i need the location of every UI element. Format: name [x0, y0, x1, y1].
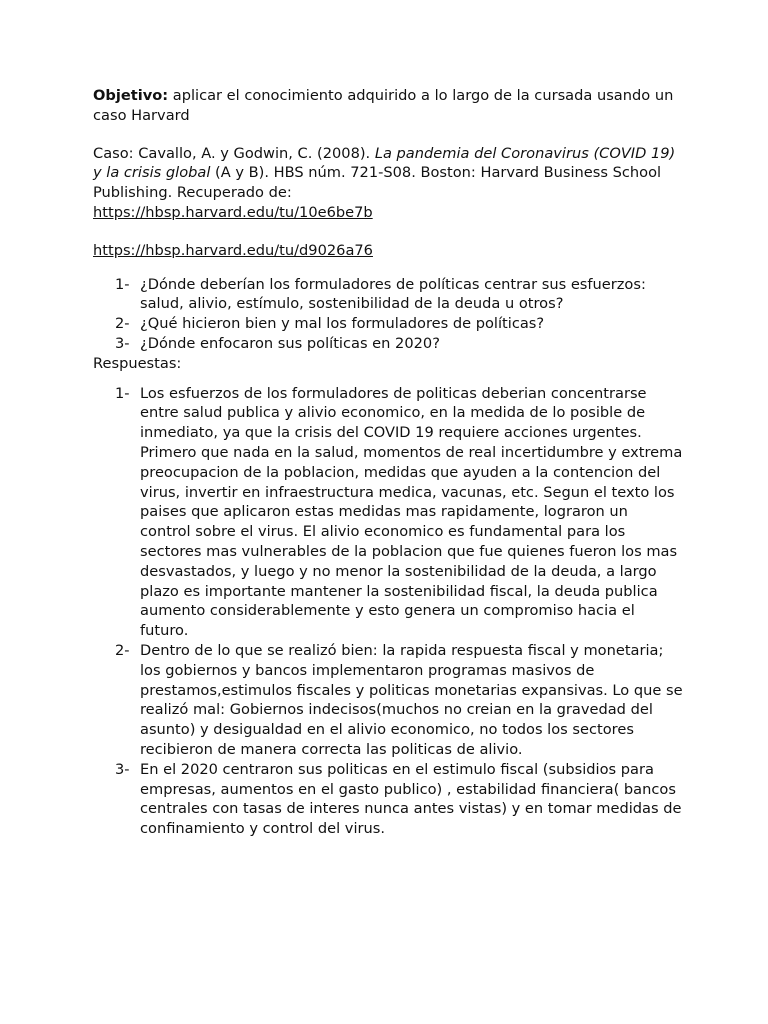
objective-paragraph: [93, 86, 683, 126]
answers-heading: Respuestas:: [93, 354, 182, 372]
answer-item: [93, 384, 683, 641]
answers-list: [93, 384, 683, 839]
case-suffix: (A y B). HBS núm. 721-S08. Boston: Harvard Business School Publishing. Recuperado de:: [93, 164, 662, 202]
case-link-2-paragraph: [93, 241, 683, 261]
question-number: 1-: [115, 275, 130, 293]
question-number: 3-: [115, 334, 130, 352]
answer-text: Los esfuerzos de los formuladores de politicas deberian concentrarse entre salud publica y alivio economico, en la medida de lo posible de inmediato, ya que la crisis del COVID 19 requiere acciones urgentes. Primero que nada en la salud, momentos de real incertidumbre y extrema preocupacion de la poblacion, medidas que ayuden a la contencion del virus, invertir en infraestructura medica, vacunas, etc. Segun el texto los paises que aplicaron estas medidas mas rapidamente, lograron un control sobre el virus. El alivio economico es fundamental para los sectores mas vulnerables de la poblacion que fue quienes fueron los mas desvastados, y luego y no menor la sostenibilidad de la deuda, a largo plazo es importante mantener la sostenibilidad fiscal, la deuda publica aumento considerablemente y esto genera un compromiso hacia el futuro.: [140, 384, 683, 640]
document-page: [93, 86, 683, 839]
answer-number: 3-: [115, 760, 130, 778]
answer-item: [93, 641, 683, 760]
answer-text: Dentro de lo que se realizó bien: la rapida respuesta fiscal y monetaria; los gobiernos y bancos implementaron programas masivos de prestamos,estimulos fiscales y politicas monetarias expansivas. Lo que se realizó mal: Gobiernos indecisos(muchos no creian en la gravedad del asunto) y desigualdad en el alivio economico, no todos los sectores recibieron de manera correcta las politicas de alivio.: [140, 641, 683, 758]
question-text: ¿Dónde enfocaron sus políticas en 2020?: [140, 334, 440, 352]
answer-number: 1-: [115, 384, 130, 402]
questions-list: [93, 275, 683, 354]
answer-item: [93, 760, 683, 839]
question-item: [93, 314, 683, 334]
answer-text: En el 2020 centraron sus politicas en el estimulo fiscal (subsidios para empresas, aumentos en el gasto publico) , estabilidad financiera( bancos centrales con tasas de interes nunca antes vistas) y en tomar medidas de confinamiento y control del virus.: [140, 760, 682, 838]
question-text: ¿Qué hicieron bien y mal los formuladores de políticas?: [140, 315, 545, 333]
case-title: La pandemia del Coronavirus (COVID 19) y la crisis global: [93, 144, 676, 182]
question-item: [93, 334, 683, 354]
case-link-2[interactable]: https://hbsp.harvard.edu/tu/d9026a76: [93, 241, 373, 259]
question-number: 2-: [115, 315, 130, 333]
question-item: [93, 275, 683, 315]
answer-number: 2-: [115, 641, 130, 659]
objective-label: Objetivo:: [93, 87, 169, 104]
case-reference: [93, 144, 683, 223]
case-link-1[interactable]: https://hbsp.harvard.edu/tu/10e6be7b: [93, 203, 373, 221]
case-prefix: Caso: Cavallo, A. y Godwin, C. (2008).: [93, 144, 375, 162]
objective-text: aplicar el conocimiento adquirido a lo largo de la cursada usando un caso Harvard: [93, 87, 674, 124]
question-text: ¿Dónde deberían los formuladores de políticas centrar sus esfuerzos: salud, alivio, estímulo, sostenibilidad de la deuda u otros?: [140, 275, 646, 313]
